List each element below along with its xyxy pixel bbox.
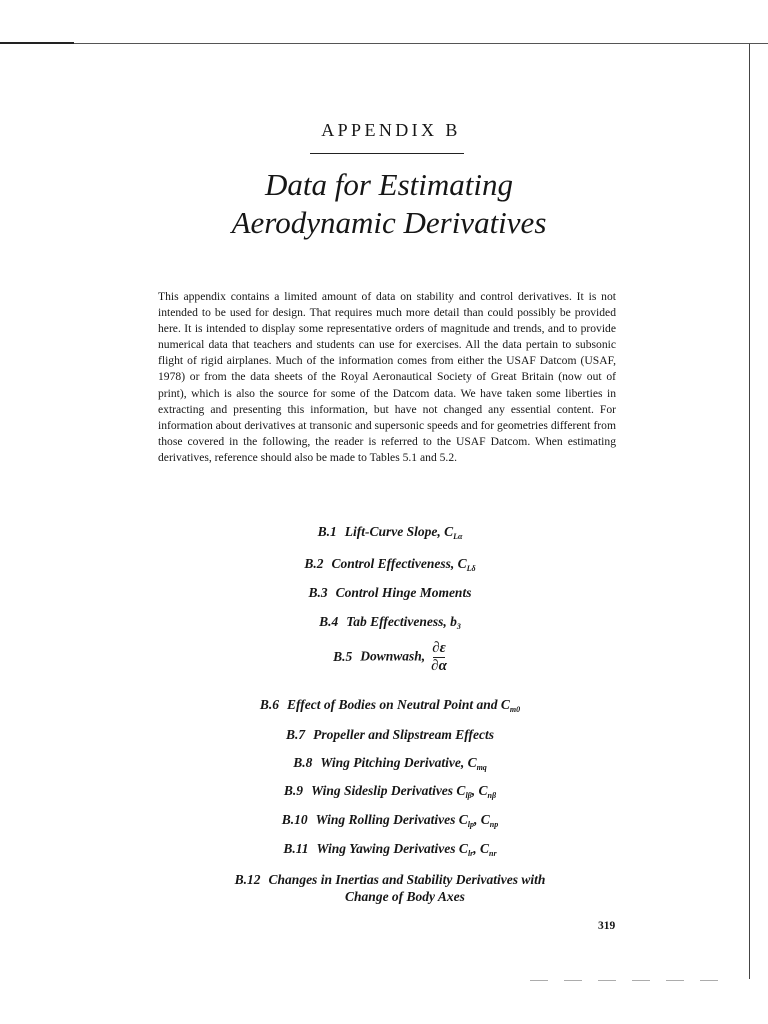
toc-subscript-b: np [489, 820, 499, 829]
toc-number: B.12 [234, 872, 261, 887]
toc-item-b9 [150, 782, 630, 804]
toc-title: Wing Yawing Derivatives C [316, 841, 468, 856]
toc-item-b7 [150, 726, 630, 743]
toc-title: Wing Sideslip Derivatives C [311, 783, 466, 798]
fraction-numerator: ∂ε [432, 640, 446, 656]
toc-title: Tab Effectiveness, b [346, 614, 457, 629]
toc-subscript: Lδ [466, 564, 476, 573]
toc-item-b4 [150, 613, 630, 635]
toc-title: Control Effectiveness, C [331, 556, 467, 571]
toc-item-b10 [150, 811, 630, 833]
toc-item-b8 [150, 754, 630, 776]
toc-number: B.3 [308, 585, 328, 600]
chapter-title-line-1: Data for Estimating [264, 167, 513, 202]
toc-title: Control Hinge Moments [335, 585, 472, 600]
toc-title-mid: , C [474, 812, 490, 827]
toc-number: B.6 [259, 697, 279, 712]
toc-number: B.10 [281, 812, 308, 827]
page-number: 319 [598, 920, 616, 932]
toc-number: B.2 [304, 556, 324, 571]
toc-subscript-b: nβ [487, 791, 497, 800]
appendix-rule [310, 153, 464, 154]
toc-subscript: 3 [456, 622, 461, 631]
intro-paragraph: This appendix contains a limited amount of data on stability and control derivatives. It is not intended to be used for design. That requires much more detail than could possibly be provided here. It is intended to display some representative orders of magnitude and trends, and to provide numerical data that teachers and students can use for exercises. All the data pertain to subsonic flight of rigid airplanes. Much of the information comes from either the USAF Datcom (USAF, 1978) or from the data sheets of the Royal Aeronautical Society of Great Britain (now out of print), which is also the source for some of the Datcom data. We have taken some liberties in extracting and presenting this information, but have not changed any essential content. For information about derivatives at transonic and supersonic speeds and for geometries different from those covered in the following, the reader is referred to the USAF Datcom. When estimating derivatives, reference should also be made to Tables 5.1 and 5.2. [158, 290, 616, 464]
toc-item-b6 [150, 696, 630, 718]
scan-top-rule [0, 42, 74, 44]
toc-title: Propeller and Slipstream Effects [313, 727, 494, 742]
toc-item-b11 [150, 840, 630, 862]
toc-item-b2 [150, 555, 630, 577]
toc-title-mid: , C [473, 841, 490, 856]
appendix-label: APPENDIX B [321, 120, 461, 140]
toc-number: B.11 [283, 841, 309, 856]
toc-subscript: lp [467, 820, 475, 829]
toc-number: B.4 [319, 614, 339, 629]
toc-subscript-b: nr [489, 849, 497, 858]
toc-title: Downwash, [360, 648, 426, 664]
toc-item-b5 [150, 641, 630, 674]
scan-bottom-artifact [530, 980, 720, 981]
toc-title-mid: , C [471, 783, 488, 798]
scan-top-rule-thin [74, 43, 768, 44]
toc-title: Wing Rolling Derivatives C [315, 812, 468, 827]
toc-number: B.8 [293, 755, 313, 770]
chapter-title-line-2: Aerodynamic Derivatives [231, 205, 547, 240]
toc-title-continuation: Change of Body Axes [345, 889, 465, 904]
toc-number: B.7 [285, 727, 306, 742]
toc-item-b12 [150, 871, 630, 905]
toc-title: Lift-Curve Slope, C [344, 524, 454, 539]
toc-title: Changes in Inertias and Stability Derivatives with [268, 872, 546, 887]
toc-title: Wing Pitching Derivative, C [320, 755, 477, 770]
toc-number: B.5 [333, 648, 353, 664]
toc-subscript: mq [476, 763, 487, 772]
toc-item-b3 [150, 584, 630, 601]
toc-subscript: lβ [465, 791, 472, 800]
toc-number: B.1 [317, 524, 337, 539]
fraction-denominator: ∂α [431, 658, 447, 674]
downwash-fraction [431, 641, 447, 674]
toc-subscript: Lα [453, 532, 463, 541]
toc-number: B.9 [283, 783, 304, 798]
toc-item-b1 [150, 523, 630, 545]
toc-subscript: lr [467, 849, 474, 858]
toc-subscript: m0 [509, 705, 521, 714]
chapter-title [0, 166, 768, 242]
toc-title: Effect of Bodies on Neutral Point and C [287, 697, 510, 712]
